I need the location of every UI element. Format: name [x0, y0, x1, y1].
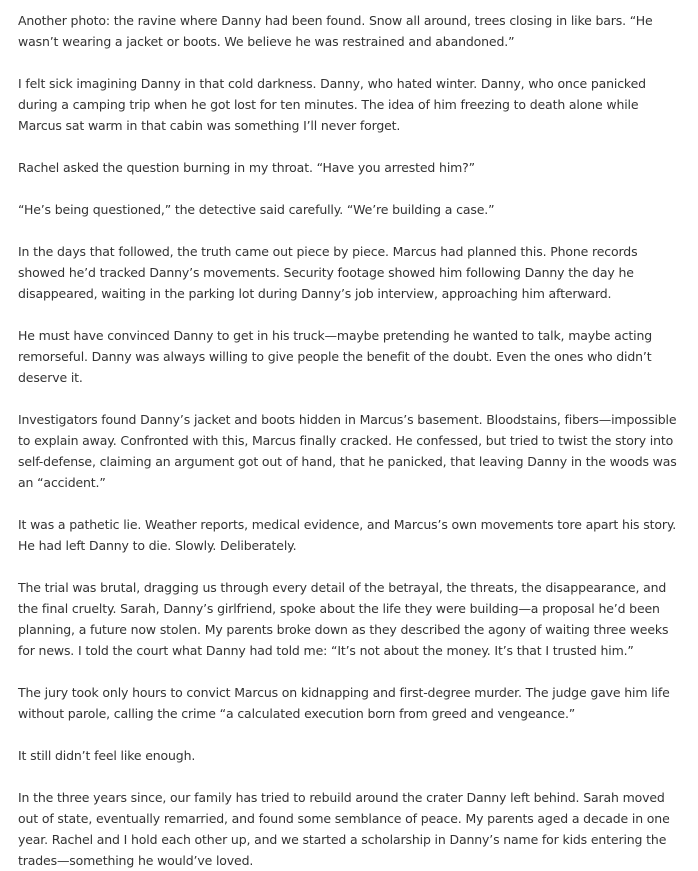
paragraph-1: Another photo: the ravine where Danny had been found. Snow all around, trees closing in like bars. “He wasn’t wearing a jacket or boots. We believe he was restrained and abandoned.” — [18, 13, 653, 49]
paragraph-9: The trial was brutal, dragging us through every detail of the betrayal, the threats, the disappearance, and the final cruelty. Sarah, Danny’s girlfriend, spoke about the life they were building—a proposal he’d been planning, a future now stolen. My parents broke down as they described the agony of waiting three weeks for news. I told the court what Danny had told me: “It’s not about the money. It’s that I trusted him.” — [18, 580, 669, 658]
paragraph-12: In the three years since, our family has tried to rebuild around the crater Danny left behind. Sarah moved out of state, eventually remarried, and found some semblance of peace. My parents aged a decade in one year. Rachel and I hold each other up, and we started a scholarship in Danny’s name for kids entering the trades—something he would’ve loved. — [18, 790, 670, 868]
paragraph-5: In the days that followed, the truth came out piece by piece. Marcus had planned this. Phone records showed he’d tracked Danny’s movements. Security footage showed him following Danny the day he disappeared, waiting in the parking lot during Danny’s job interview, approaching him afterward. — [18, 244, 638, 301]
paragraph-4: “He’s being questioned,” the detective said carefully. “We’re building a case.” — [18, 202, 495, 217]
paragraph-11: It still didn’t feel like enough. — [18, 748, 196, 763]
paragraph-3: Rachel asked the question burning in my throat. “Have you arrested him?” — [18, 160, 475, 175]
paragraph-6: He must have convinced Danny to get in his truck—maybe pretending he wanted to talk, maybe acting remorseful. Danny was always willing to give people the benefit of the doubt. Even the ones who didn’t deserve it. — [18, 328, 652, 385]
paragraph-8: It was a pathetic lie. Weather reports, medical evidence, and Marcus’s own movements tore apart his story. He had left Danny to die. Slowly. Deliberately. — [18, 517, 677, 553]
paragraph-10: The jury took only hours to convict Marcus on kidnapping and first-degree murder. The judge gave him life without parole, calling the crime “a calculated execution born from greed and vengeance.” — [18, 685, 670, 721]
paragraph-2: I felt sick imagining Danny in that cold darkness. Danny, who hated winter. Danny, who once panicked during a camping trip when he got lost for ten minutes. The idea of him freezing to death alone while Marcus sat warm in that cabin was something I’ll never forget. — [18, 76, 646, 133]
paragraph-7: Investigators found Danny’s jacket and boots hidden in Marcus’s basement. Bloodstains, fibers—impossible to explain away. Confronted with this, Marcus finally cracked. He confessed, but tried to twist the story into self-defense, claiming an argument got out of hand, that he panicked, that leaving Danny in the woods was an “accident.” — [18, 412, 677, 490]
